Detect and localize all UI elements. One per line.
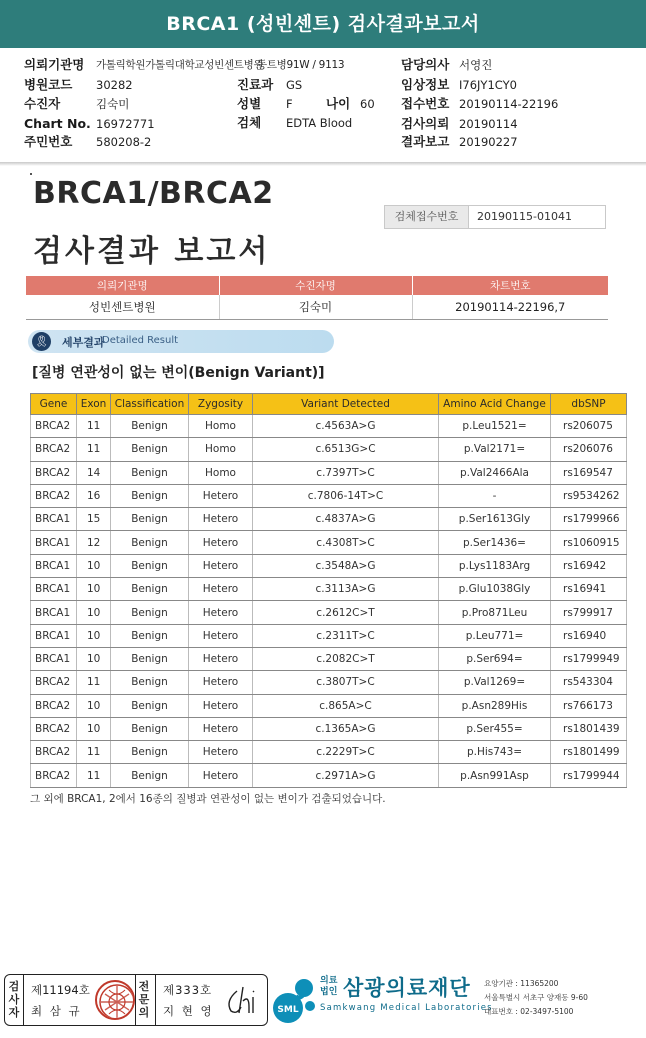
table-cell: 10	[77, 601, 111, 624]
sml-logo-icon	[270, 974, 318, 1026]
table-cell: rs16942	[551, 554, 627, 577]
table-cell: Homo	[189, 438, 253, 461]
table-cell: c.2971A>G	[253, 764, 439, 787]
hospital-code-label: 병원코드	[24, 77, 73, 92]
table-cell: p.Leu771=	[439, 624, 551, 647]
table-cell: rs766173	[551, 694, 627, 717]
table-cell: BRCA2	[31, 694, 77, 717]
table-cell: 11	[77, 764, 111, 787]
table-cell: p.Ser1613Gly	[439, 508, 551, 531]
table-cell: c.2612C>T	[253, 601, 439, 624]
table-cell: c.4308T>C	[253, 531, 439, 554]
table-cell: c.4837A>G	[253, 508, 439, 531]
specimen-label: 검체	[237, 115, 262, 130]
table-cell: Hetero	[189, 764, 253, 787]
header-divider	[0, 162, 646, 166]
age-label: 나이	[326, 96, 351, 111]
table-cell: Benign	[111, 647, 189, 670]
table-row	[31, 694, 627, 717]
table-cell: 10	[77, 647, 111, 670]
table-row	[31, 601, 627, 624]
hospital-label: 의뢰기관명	[24, 57, 85, 72]
table-cell: 10	[77, 717, 111, 740]
table-cell: BRCA2	[31, 671, 77, 694]
table-cell: 15	[77, 508, 111, 531]
table-cell: BRCA2	[31, 741, 77, 764]
table-row	[31, 764, 627, 787]
table-cell: c.3113A>G	[253, 578, 439, 601]
table-cell: c.2082C>T	[253, 647, 439, 670]
table-cell: 10	[77, 694, 111, 717]
table-cell: Hetero	[189, 601, 253, 624]
table-cell: 12	[77, 531, 111, 554]
handwritten-signature	[223, 983, 265, 1019]
table-cell: c.7397T>C	[253, 461, 439, 484]
table-cell: rs543304	[551, 671, 627, 694]
table-cell: Benign	[111, 694, 189, 717]
table-row	[31, 438, 627, 461]
table-row	[31, 461, 627, 484]
sig-divider	[23, 975, 24, 1025]
table-cell: 10	[77, 578, 111, 601]
table-cell: BRCA2	[31, 461, 77, 484]
table-cell: p.Lys1183Arg	[439, 554, 551, 577]
specialist-license: 제333호	[163, 983, 213, 997]
footnote: 그 외에 BRCA1, 2에서 16종의 질병과 연관성이 없는 변이가 검출되었습니다.	[30, 793, 386, 805]
table-row	[31, 415, 627, 438]
table-cell: c.1365A>G	[253, 717, 439, 740]
table-cell: BRCA1	[31, 647, 77, 670]
table-cell: c.4563A>G	[253, 415, 439, 438]
official-seal	[95, 980, 135, 1020]
table-cell: BRCA1	[31, 578, 77, 601]
table-cell: Benign	[111, 601, 189, 624]
table-cell: p.Asn289His	[439, 694, 551, 717]
report-title-line1: BRCA1/BRCA2	[33, 176, 274, 211]
patient-label: 수진자	[24, 96, 61, 111]
table-cell: c.6513G>C	[253, 438, 439, 461]
table-row	[31, 624, 627, 647]
table-cell: p.Ser455=	[439, 717, 551, 740]
table-row	[31, 671, 627, 694]
table-cell: p.Pro871Leu	[439, 601, 551, 624]
company-type-text: 의료법인	[320, 976, 338, 997]
info-hospital-value: 성빈센트병원	[26, 295, 219, 319]
company-phone: 대표번호 : 02-3497-5100	[484, 1007, 574, 1016]
sig-divider	[135, 975, 136, 1025]
hospital-value: 가톨릭학원가톨릭대학교성빈센트병원	[96, 59, 264, 71]
table-cell: Hetero	[189, 508, 253, 531]
table-cell: 11	[77, 438, 111, 461]
table-cell: c.865A>C	[253, 694, 439, 717]
table-cell: p.Val2466Ala	[439, 461, 551, 484]
table-cell: 14	[77, 461, 111, 484]
age-value: 60	[360, 97, 375, 111]
table-cell: rs16941	[551, 578, 627, 601]
table-cell: BRCA2	[31, 484, 77, 507]
table-cell: rs1060915	[551, 531, 627, 554]
table-cell: Benign	[111, 484, 189, 507]
table-cell: BRCA2	[31, 764, 77, 787]
table-row	[31, 484, 627, 507]
variant-table	[30, 393, 627, 788]
table-row	[31, 508, 627, 531]
receipt-number-value: 20190115-01041	[469, 206, 605, 228]
table-cell: BRCA2	[31, 415, 77, 438]
col-classification: Classification	[111, 394, 189, 415]
info-header-chart: 차트번호	[412, 276, 608, 295]
request-date-label: 검사의뢰	[401, 116, 450, 131]
doctor-label: 담당의사	[401, 57, 450, 72]
variant-table-header	[31, 394, 627, 415]
scan-dot	[30, 173, 32, 175]
info-header-patient: 수진자명	[219, 276, 412, 295]
table-cell: Benign	[111, 554, 189, 577]
chart-no-value: 16972771	[96, 117, 155, 131]
table-cell: Hetero	[189, 694, 253, 717]
sex-value: F	[286, 97, 293, 111]
report-date-value: 20190227	[459, 135, 518, 149]
table-cell: BRCA1	[31, 508, 77, 531]
detailed-result-sub: Detailed Result	[102, 335, 179, 346]
hospital-code-value: 30282	[96, 78, 133, 92]
table-cell: c.3807T>C	[253, 671, 439, 694]
info-chart-value: 20190114-22196,7	[412, 295, 608, 319]
table-cell: Hetero	[189, 624, 253, 647]
table-cell: p.Glu1038Gly	[439, 578, 551, 601]
table-cell: p.Val2171=	[439, 438, 551, 461]
table-cell: Benign	[111, 741, 189, 764]
table-cell: Benign	[111, 578, 189, 601]
col-exon: Exon	[77, 394, 111, 415]
table-cell: 16	[77, 484, 111, 507]
logo-text: SML	[277, 1005, 299, 1015]
table-cell: rs1801499	[551, 741, 627, 764]
table-row	[31, 578, 627, 601]
table-cell: 11	[77, 741, 111, 764]
clinical-info-value: I76JY1CY0	[459, 78, 517, 92]
table-cell: c.3548A>G	[253, 554, 439, 577]
col-gene: Gene	[31, 394, 77, 415]
table-cell: Hetero	[189, 578, 253, 601]
table-cell: c.2229T>C	[253, 741, 439, 764]
table-cell: BRCA2	[31, 717, 77, 740]
table-cell: 11	[77, 671, 111, 694]
table-row	[31, 531, 627, 554]
table-cell: rs206076	[551, 438, 627, 461]
benign-variant-heading: [질병 연관성이 없는 변이(Benign Variant)]	[32, 365, 325, 381]
id-number-label: 주민번호	[24, 134, 73, 149]
table-cell: p.Ser1436=	[439, 531, 551, 554]
receipt-number-box	[384, 205, 606, 229]
table-cell: Benign	[111, 531, 189, 554]
table-cell: rs1799949	[551, 647, 627, 670]
table-cell: BRCA2	[31, 438, 77, 461]
table-cell: rs799917	[551, 601, 627, 624]
table-cell: 10	[77, 624, 111, 647]
patient-value: 김숙미	[96, 97, 130, 111]
col-amino-acid: Amino Acid Change	[439, 394, 551, 415]
table-cell: c.7806-14T>C	[253, 484, 439, 507]
table-row	[31, 554, 627, 577]
col-zygosity: Zygosity	[189, 394, 253, 415]
table-cell: Hetero	[189, 671, 253, 694]
info-patient-value: 김숙미	[219, 295, 412, 319]
company-name: 삼광의료재단	[343, 976, 471, 1000]
table-row	[31, 741, 627, 764]
table-cell: Hetero	[189, 531, 253, 554]
table-cell: Hetero	[189, 484, 253, 507]
company-code: 요양기관 : 11365200	[484, 979, 559, 988]
table-cell: rs9534262	[551, 484, 627, 507]
tester-license: 제11194호	[31, 983, 90, 997]
accession-label: 접수번호	[401, 96, 450, 111]
table-cell: Homo	[189, 461, 253, 484]
table-row	[31, 717, 627, 740]
patient-info-table	[26, 276, 608, 320]
table-cell: rs206075	[551, 415, 627, 438]
table-cell: rs169547	[551, 461, 627, 484]
table-cell: rs1799966	[551, 508, 627, 531]
table-cell: Hetero	[189, 741, 253, 764]
report-title-bar: BRCA1 (성빈센트) 검사결과보고서	[0, 0, 646, 48]
table-cell: 10	[77, 554, 111, 577]
table-cell: BRCA1	[31, 624, 77, 647]
table-cell: Hetero	[189, 717, 253, 740]
table-cell: BRCA1	[31, 531, 77, 554]
table-cell: p.His743=	[439, 741, 551, 764]
accession-value: 20190114-22196	[459, 97, 559, 111]
table-cell: Benign	[111, 764, 189, 787]
detailed-result-badge	[28, 330, 334, 353]
ribbon-icon: 🎗︎	[32, 332, 51, 351]
company-address: 서울특별시 서초구 양재동 9-60	[484, 993, 588, 1002]
table-cell: Hetero	[189, 554, 253, 577]
table-cell: rs1801439	[551, 717, 627, 740]
table-cell: Benign	[111, 415, 189, 438]
table-cell: 11	[77, 415, 111, 438]
info-header-hospital: 의뢰기관명	[26, 276, 219, 295]
table-cell: BRCA1	[31, 554, 77, 577]
table-cell: Benign	[111, 438, 189, 461]
table-cell: c.2311T>C	[253, 624, 439, 647]
specimen-value: EDTA Blood	[286, 116, 353, 130]
table-cell: Benign	[111, 671, 189, 694]
table-cell: p.Ser694=	[439, 647, 551, 670]
request-date-value: 20190114	[459, 117, 518, 131]
table-cell: Homo	[189, 415, 253, 438]
tester-label: 검사자	[8, 980, 20, 1019]
table-cell: p.Asn991Asp	[439, 764, 551, 787]
table-cell: rs16940	[551, 624, 627, 647]
sex-label: 성별	[237, 96, 262, 111]
col-dbsnp: dbSNP	[551, 394, 627, 415]
doctor-value: 서영진	[459, 58, 493, 72]
report-date-label: 결과보고	[401, 134, 450, 149]
table-cell: Benign	[111, 624, 189, 647]
table-cell: Benign	[111, 717, 189, 740]
id-number-value: 580208-2	[96, 135, 152, 149]
clinical-info-label: 임상정보	[401, 77, 450, 92]
table-cell: p.Leu1521=	[439, 415, 551, 438]
department-value: GS	[286, 78, 303, 92]
receipt-number-label: 검체접수번호	[385, 206, 469, 228]
ward-value: 동트병91W / 9113	[257, 59, 345, 71]
sig-divider	[155, 975, 156, 1025]
table-row	[31, 647, 627, 670]
table-cell: Benign	[111, 508, 189, 531]
table-cell: -	[439, 484, 551, 507]
table-cell: p.Val1269=	[439, 671, 551, 694]
company-type	[320, 976, 342, 998]
table-cell: BRCA1	[31, 601, 77, 624]
table-cell: Benign	[111, 461, 189, 484]
detailed-result-label: 세부결과	[62, 336, 105, 349]
company-name-en: Samkwang Medical Laboratories	[320, 1003, 493, 1013]
table-cell: rs1799944	[551, 764, 627, 787]
department-label: 진료과	[237, 77, 274, 92]
chart-no-label: Chart No.	[24, 116, 91, 131]
tester-name: 최 삼 규	[31, 1004, 82, 1018]
specialist-name: 지 현 영	[163, 1004, 214, 1018]
table-cell: Hetero	[189, 647, 253, 670]
col-variant: Variant Detected	[253, 394, 439, 415]
signature-box	[4, 974, 268, 1026]
report-title-line2: 검사결과 보고서	[33, 234, 271, 269]
specialist-label: 전문의	[138, 980, 150, 1019]
